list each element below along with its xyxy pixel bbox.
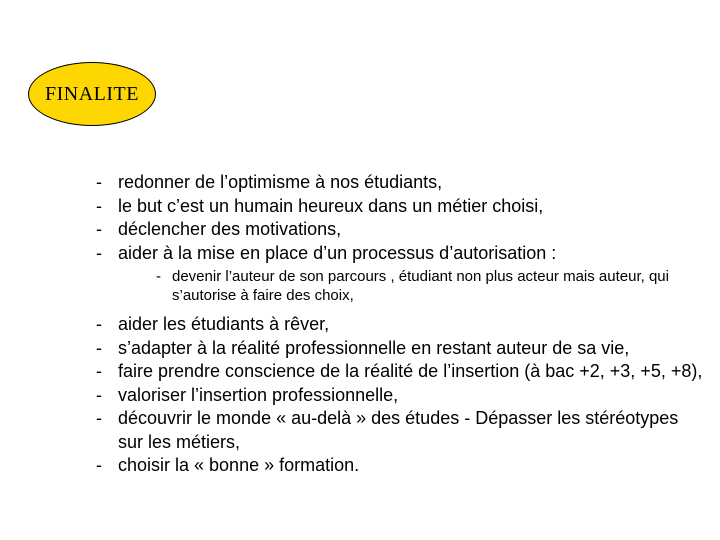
list-dash: - bbox=[96, 242, 102, 263]
list-item bbox=[96, 454, 706, 478]
list-dash: - bbox=[96, 172, 102, 192]
list-item-text: aider les étudiants à rêver, bbox=[118, 314, 330, 334]
list-item bbox=[96, 242, 706, 266]
sub-list-item-text: devenir l’auteur de son parcours , étudiant non plus acteur mais auteur, qui s’autorise à faire des choix, bbox=[172, 268, 669, 304]
list-item bbox=[96, 337, 706, 361]
list-dash: - bbox=[96, 408, 102, 428]
bullet-list bbox=[96, 171, 706, 478]
list-item bbox=[96, 360, 706, 384]
list-item-text: le but c’est un humain heureux dans un métier choisi, bbox=[118, 195, 544, 216]
list-item-text: choisir la « bonne » formation. bbox=[118, 455, 360, 475]
list-item bbox=[96, 171, 706, 195]
list-dash: - bbox=[96, 455, 102, 475]
finalite-badge-label: FINALITE bbox=[45, 82, 139, 105]
list-item bbox=[96, 313, 706, 337]
list-item-text: découvrir le monde « au-delà » des études - Dépasser les stéréotypes sur les métiers, bbox=[118, 408, 679, 452]
list-item-text: déclencher des motivations, bbox=[118, 219, 342, 239]
finalite-badge bbox=[28, 62, 156, 126]
list-dash: - bbox=[96, 384, 102, 405]
list-item-text: redonner de l’optimisme à nos étudiants, bbox=[118, 172, 443, 192]
sub-list-dash: - bbox=[156, 268, 161, 285]
list-item bbox=[96, 384, 706, 408]
list-item-text: aider à la mise en place d’un processus d’autorisation : bbox=[118, 242, 557, 263]
list-dash: - bbox=[96, 219, 102, 239]
list-item-text: s’adapter à la réalité professionnelle en restant auteur de sa vie, bbox=[118, 337, 630, 358]
list-item-text: faire prendre conscience de la réalité de l’insertion (à bac +2, +3, +5, +8), bbox=[118, 361, 703, 381]
list-item-text: valoriser l’insertion professionnelle, bbox=[118, 384, 399, 405]
list-dash: - bbox=[96, 337, 102, 358]
list-dash: - bbox=[96, 314, 102, 334]
sub-list-item bbox=[156, 267, 706, 305]
list-item bbox=[96, 195, 706, 219]
list-item bbox=[96, 218, 706, 242]
list-dash: - bbox=[96, 361, 102, 381]
list-item bbox=[96, 407, 706, 454]
list-dash: - bbox=[96, 195, 102, 216]
